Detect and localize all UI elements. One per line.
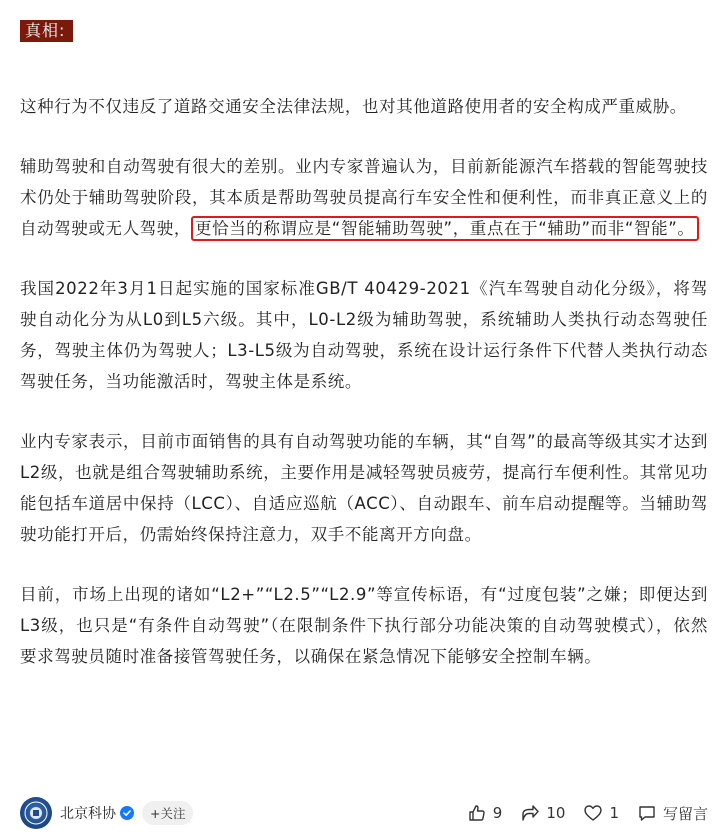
comment-icon <box>637 803 657 823</box>
favorite-button[interactable] <box>583 803 619 823</box>
paragraph-3: 我国2022年3月1日起实施的国家标准GB/T 40429-2021《汽车驾驶自动化分级》，将驾驶自动化分为从L0到L5六级。其中，L0-L2级为辅助驾驶，系统辅助人类执行动态驾驶任务，驾驶主体仍为驾驶人；L3-L5级为自动驾驶，系统在设计运行条件下代替人类执行动态驾驶任务，当功能激活时，驾驶主体是系统。 <box>20 279 708 391</box>
share-button[interactable] <box>520 803 565 823</box>
like-button[interactable] <box>467 803 503 823</box>
comment-label: 写留言 <box>662 804 708 823</box>
comment-button[interactable] <box>637 803 708 824</box>
like-count: 9 <box>492 804 503 822</box>
author-name[interactable]: 北京科协 <box>60 806 116 822</box>
article-body <box>20 20 708 672</box>
paragraph-2 <box>20 151 708 244</box>
paragraph-1: 这种行为不仅违反了道路交通安全法律法规，也对其他道路使用者的安全构成严重威胁。 <box>20 97 687 116</box>
share-icon <box>520 803 540 823</box>
emblem-icon <box>23 800 49 826</box>
verified-badge-icon <box>120 806 134 820</box>
heart-icon <box>583 803 603 823</box>
bottom-action-bar <box>0 790 726 836</box>
paragraph-2-text: 辅助驾驶和自动驾驶有很大的差别。业内专家普遍认为，目前新能源汽车搭载的智能驾驶技术仍处于辅助驾驶阶段，其本质是帮助驾驶员提高行车安全性和便利性，而非真正意义上的自动驾驶或无人驾驶， <box>20 157 708 238</box>
favorite-count: 1 <box>609 804 619 822</box>
thumbs-up-icon <box>467 803 487 823</box>
author-avatar[interactable] <box>20 797 52 829</box>
paragraph-5: 目前，市场上出现的诸如“L2+”“L2.5”“L2.9”等宣传标语，有“过度包装”之嫌；即便达到L3级，也只是“有条件自动驾驶”（在限制条件下执行部分功能决策的自动驾驶模式），依然要求驾驶员随时准备接管驾驶任务，以确保在紧急情况下能够安全控制车辆。 <box>20 585 708 666</box>
follow-button[interactable]: +关注 <box>142 801 193 825</box>
section-tag: 真相: <box>20 20 73 42</box>
paragraph-4: 业内专家表示，目前市面销售的具有自动驾驶功能的车辆，其“自驾”的最高等级其实才达到L2级，也就是组合驾驶辅助系统，主要作用是减轻驾驶员疲劳，提高行车便利性。其常见功能包括车道居中保持（LCC）、自适应巡航（ACC）、自动跟车、前车启动提醒等。当辅助驾驶功能打开后，仍需始终保持注意力，双手不能离开方向盘。 <box>20 432 708 544</box>
share-count: 10 <box>546 804 566 822</box>
highlighted-quote: 更恰当的称谓应是“智能辅助驾驶”，重点在于“辅助”而非“智能”。 <box>191 216 699 241</box>
